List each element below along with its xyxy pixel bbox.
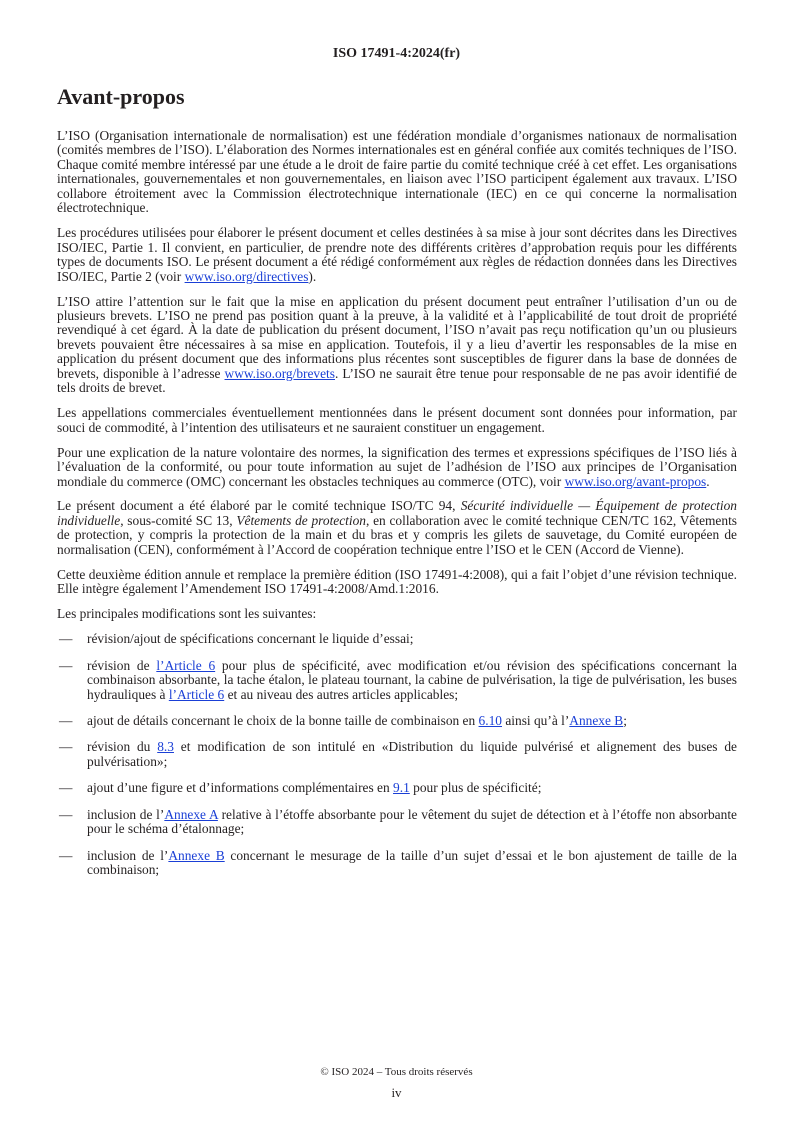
paragraph xyxy=(57,568,737,597)
list-item-text xyxy=(87,632,737,646)
footer-copyright: © ISO 2024 – Tous droits réservés xyxy=(320,1066,473,1078)
text-run: et au niveau des autres articles applicables; xyxy=(224,686,459,702)
list-item-text xyxy=(87,740,737,769)
text-run: concernant le mesurage de la taille d’un sujet d’essai et le bon ajustement de taille de la combinaison; xyxy=(87,847,737,878)
list-item xyxy=(57,808,737,837)
list-item xyxy=(57,740,737,769)
list-dash: — xyxy=(59,739,73,755)
text-run: Le présent document a été élaboré par le comité technique ISO/TC 94, xyxy=(57,498,461,514)
italic-text: Sécurité individuelle — Équipement de protection individuelle xyxy=(57,498,738,528)
list-item-text xyxy=(87,781,737,795)
list-dash: — xyxy=(59,657,73,673)
paragraph xyxy=(57,446,737,489)
paragraph xyxy=(57,226,737,284)
cross-reference-link[interactable]: Annexe B xyxy=(168,847,225,863)
text-run: révision de xyxy=(87,657,157,673)
text-run: ). xyxy=(308,268,317,284)
cross-reference-link[interactable]: 9.1 xyxy=(393,780,410,796)
list-dash: — xyxy=(59,780,73,796)
text-run: , en collaboration avec le comité technique CEN/TC 162, Vêtements de protection, y compris la protection de la main et du bras et y compris les gilets de sauvetage, du Comité européen de normalisation (CEN), conformément à l’Accord de coopération technique entre l’ISO et le CEN (Accord de Vienne). xyxy=(57,512,737,557)
cross-reference-link[interactable]: Annexe A xyxy=(164,806,218,822)
page-number: iv xyxy=(391,1085,402,1100)
cross-reference-link[interactable]: l’Article 6 xyxy=(156,657,216,673)
list-item xyxy=(57,632,737,646)
list-item xyxy=(57,659,737,702)
text-run: ainsi qu’à l’ xyxy=(501,712,570,728)
text-run: et modification de son intitulé en «Distribution du liquide pulvérisé et alignement des buses de pulvérisation»; xyxy=(87,739,737,769)
list-dash: — xyxy=(59,847,73,863)
text-run: révision/ajout de spécifications concernant le liquide d’essai; xyxy=(87,631,414,647)
text-run: L’ISO attire l’attention sur le fait que la mise en application du présent document peut entraîner l’utilisation d’un ou de plusieurs brevets. L’ISO ne prend pas position quant à la preuve, à la validité et à l’applicabilité de tout droit de propriété revendiqué à cet égard. À la date de publication du présent document, l’ISO n’avait pas reçu notification qu’un ou plusieurs brevets pouvaient être nécessaires à sa mise en application. Toutefois, il y a lieu d’avertir les responsables de la mise en application du présent document que des informations plus récentes sont susceptibles de figurer dans la base de données de brevets, disponible à l’adresse xyxy=(57,293,737,381)
paragraph xyxy=(57,607,737,621)
text-run: . xyxy=(706,473,710,489)
cross-reference-link[interactable]: Annexe B xyxy=(569,712,624,728)
text-run: Pour une explication de la nature volontaire des normes, la signification des termes et expressions spécifiques de l’ISO liés à l’évaluation de la conformité, ou pour toute information au sujet de l’adhésion de l’ISO aux principes de l’Organisation mondiale du commerce (OMC) concernant les obstacles techniques au commerce (OTC), voir xyxy=(57,444,737,489)
text-run: , sous-comité SC 13, xyxy=(120,512,237,528)
paragraph xyxy=(57,295,737,396)
paragraph xyxy=(57,129,737,216)
list-item xyxy=(57,781,737,795)
text-run: relative à l’étoffe absorbante pour le vêtement du sujet de détection et à l’étoffe non absorbante pour le schéma d’étalonnage; xyxy=(87,806,737,837)
cross-reference-link[interactable]: 6.10 xyxy=(478,712,502,728)
list-item-text xyxy=(87,808,737,837)
text-run: ajout d’une figure et d’informations complémentaires en xyxy=(87,780,394,796)
text-run: révision du xyxy=(87,739,158,755)
paragraph xyxy=(57,406,737,435)
document-header-id: ISO 17491-4:2024(fr) xyxy=(332,46,461,61)
cross-reference-link[interactable]: www.iso.org/brevets xyxy=(224,365,335,381)
list-item-text xyxy=(87,714,737,728)
text-run: ajout de détails concernant le choix de la bonne taille de combinaison en xyxy=(87,712,479,728)
list-dash: — xyxy=(59,806,73,822)
text-run: pour plus de spécificité, avec modification et/ou révision des spécifications concernant la combinaison absorbante, la tache étalon, le plateau tournant, la cabine de pulvérisation, la tige de pulvérisation, les buses hydrauliques à xyxy=(87,657,737,702)
list-dash: — xyxy=(59,631,73,647)
cross-reference-link[interactable]: 8.3 xyxy=(157,739,174,755)
list-item xyxy=(57,714,737,728)
text-run: pour plus de spécificité; xyxy=(409,780,542,796)
text-run: Les appellations commerciales éventuellement mentionnées dans le présent document sont données pour information, par souci de commodité, à l’intention des utilisateurs et ne sauraient constituer un engagement. xyxy=(57,405,737,435)
list-item-text xyxy=(87,659,737,702)
paragraph xyxy=(57,499,737,557)
list-item-text xyxy=(87,849,737,878)
page-title: Avant-propos xyxy=(57,84,185,109)
cross-reference-link[interactable]: l’Article 6 xyxy=(168,686,225,702)
text-run: . L’ISO ne saurait être tenue pour responsable de ne pas avoir identifié de tels droits de brevet. xyxy=(57,365,737,396)
text-run: inclusion de l’ xyxy=(87,847,169,863)
foreword-body xyxy=(57,129,737,890)
list-dash: — xyxy=(59,712,73,728)
italic-text: Vêtements de protection xyxy=(236,512,367,528)
text-run: Les procédures utilisées pour élaborer le présent document et celles destinées à sa mise à jour sont décrites dans les Directives ISO/IEC, Partie 1. Il convient, en particulier, de prendre note des différents critères d’approbation requis pour les différents types de documents ISO. Le présent document a été rédigé conformément aux règles de rédaction données dans les Directives ISO/IEC, Partie 2 (voir xyxy=(57,225,737,284)
text-run: inclusion de l’ xyxy=(87,806,165,822)
text-run: L’ISO (Organisation internationale de normalisation) est une fédération mondiale d’organismes nationaux de normalisation (comités membres de l’ISO). L’élaboration des Normes internationales est en général confiée aux comités techniques de l’ISO. Chaque comité membre intéressé par une étude a le droit de faire partie du comité technique créé à cet effet. Les organisations internationales, gouvernementales et non gouvernementales, en liaison avec l’ISO participent également aux travaux. L’ISO collabore étroitement avec la Commission électrotechnique internationale (IEC) en ce qui concerne la normalisation électrotechnique. xyxy=(57,128,737,216)
cross-reference-link[interactable]: www.iso.org/avant-propos xyxy=(564,473,707,489)
text-run: Cette deuxième édition annule et remplace la première édition (ISO 17491-4:2008), qui a fait l’objet d’une révision technique. Elle intègre également l’Amendement ISO 17491-4:2008/Amd.1:2016. xyxy=(57,566,737,597)
text-run: Les principales modifications sont les suivantes: xyxy=(57,606,317,622)
list-item xyxy=(57,849,737,878)
cross-reference-link[interactable]: www.iso.org/directives xyxy=(184,268,309,284)
text-run: ; xyxy=(623,712,627,728)
